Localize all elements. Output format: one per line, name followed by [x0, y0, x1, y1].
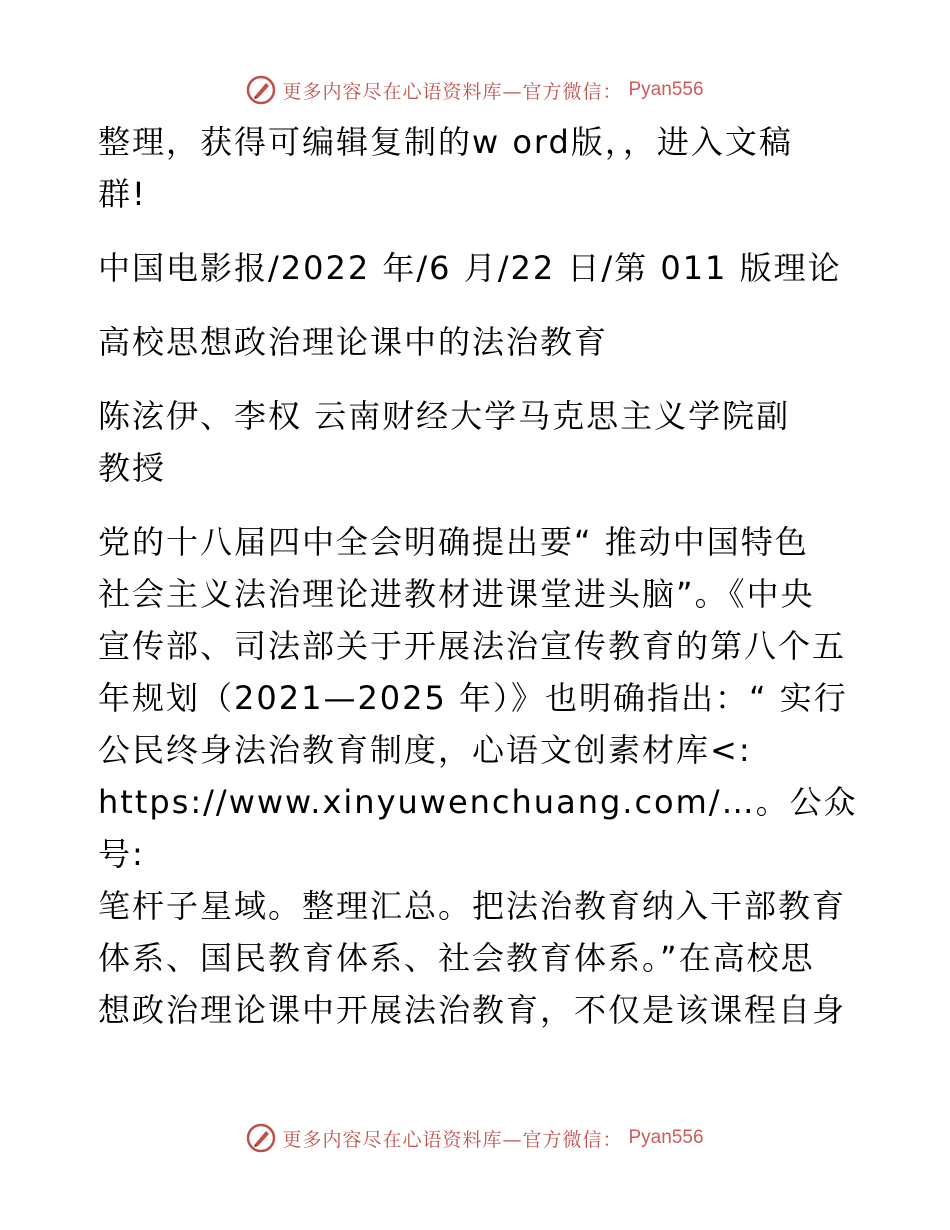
body-line: 体系、国民教育体系、社会教育体系。”在高校思 — [98, 939, 815, 977]
author-line-2: 教授 — [98, 449, 167, 487]
article-title: 高校思想政治理论课中的法治教育 — [98, 323, 609, 361]
source-line: 中国电影报/2022 年/6 月/22 日/第 011 版理论 — [98, 249, 842, 287]
body-line: 年规划（2021—2025 年）》也明确指出：“ 实行 — [98, 679, 848, 717]
intro-line-1: 整理，获得可编辑复制的w ord版，，进入文稿 — [98, 123, 793, 161]
document-body — [98, 116, 858, 1036]
body-line: 宣传部、司法部关于开展法治宣传教育的第八个五 — [98, 627, 847, 665]
watermark-text: 更多内容尽在心语资料库—官方微信： — [282, 80, 623, 103]
pen-logo-icon — [246, 75, 276, 105]
header-watermark — [0, 70, 950, 110]
body-line: 党的十八届四中全会明确提出要“ 推动中国特色 — [98, 523, 809, 561]
intro-line-2: 群! — [98, 175, 147, 213]
footer-watermark — [0, 1118, 950, 1158]
body-line: 想政治理论课中开展法治教育，不仅是该课程自身 — [98, 991, 847, 1029]
watermark-text: 更多内容尽在心语资料库—官方微信： — [282, 1128, 623, 1151]
watermark-handle: Pyan556 — [628, 79, 704, 100]
body-line: 社会主义法治理论进教材进课堂进头脑”。《中央 — [98, 575, 815, 613]
author-line-1: 陈泫伊、李权 云南财经大学马克思主义学院副 — [98, 397, 791, 435]
body-line: 公民终身法治教育制度，心语文创素材库<: — [98, 731, 752, 769]
pen-logo-icon — [246, 1123, 276, 1153]
body-line: 笔杆子星域。整理汇总。把法治教育纳入干部教育 — [98, 887, 847, 925]
watermark-handle: Pyan556 — [628, 1127, 704, 1148]
body-line: https://www.xinyuwenchuang.com/…。公众号: — [98, 783, 858, 873]
